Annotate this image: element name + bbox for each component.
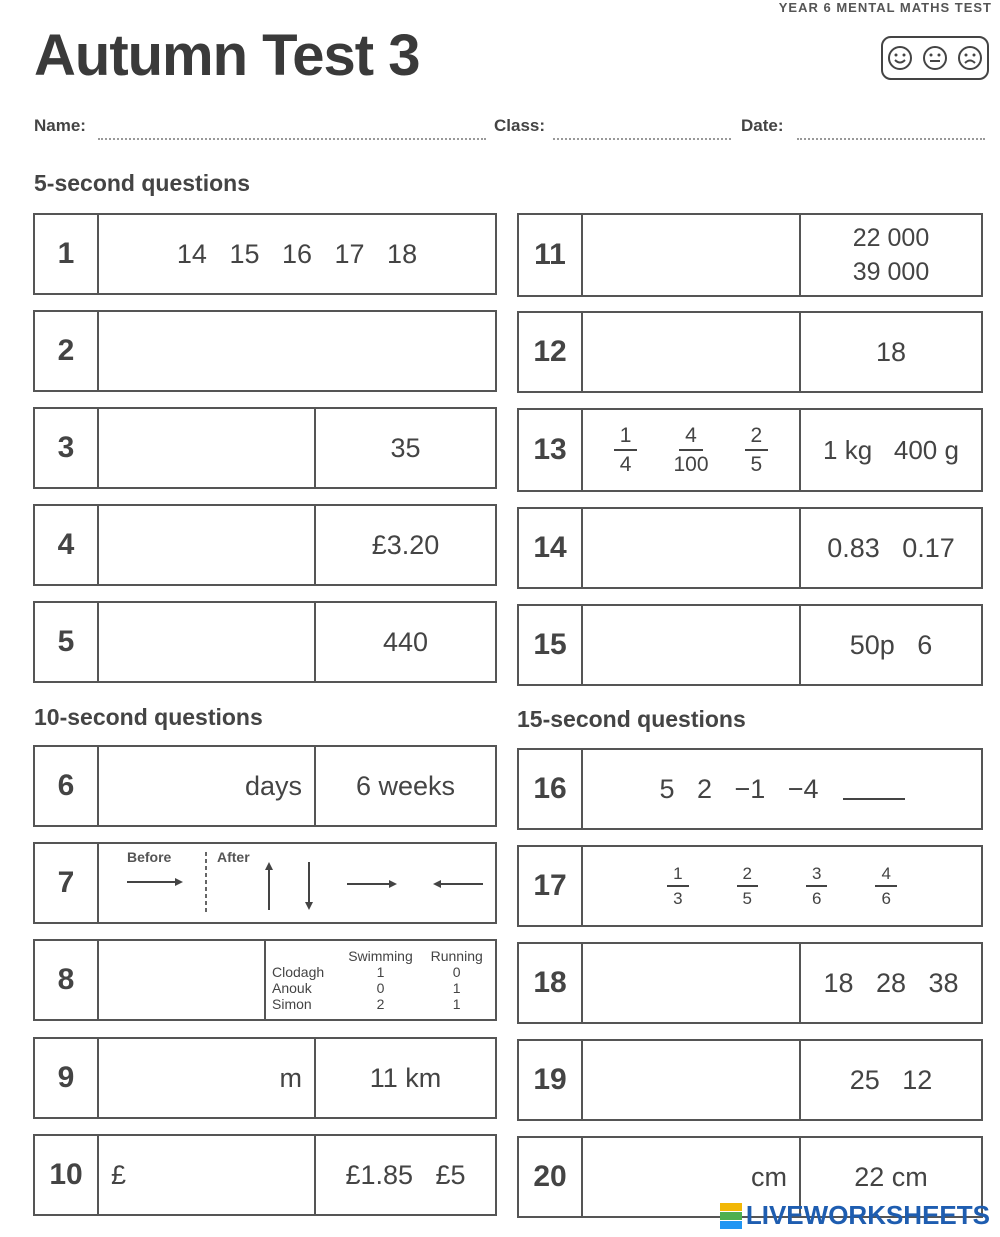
question-10-box <box>33 1134 497 1216</box>
question-3-box <box>33 407 497 489</box>
question-number: 15 <box>519 606 583 684</box>
sequence-values: 5 2 −1 −4 <box>659 773 819 804</box>
left-arrow-icon <box>433 880 483 888</box>
page-title: Autumn Test 3 <box>34 23 420 88</box>
date-label: Date: <box>741 116 784 135</box>
answer-area[interactable] <box>99 409 314 487</box>
question-number: 17 <box>519 847 583 925</box>
table-cell: 1 <box>376 964 385 980</box>
table-cell: Clodagh <box>272 964 325 980</box>
answer-area[interactable] <box>583 606 799 684</box>
before-label: Before <box>127 849 172 865</box>
question-4-box <box>33 504 497 586</box>
question-7-arrows <box>99 844 495 922</box>
table-cell: 1 <box>452 996 461 1012</box>
class-input-line[interactable] <box>553 138 731 140</box>
table-cell: 0 <box>452 964 461 980</box>
question-6-given: 6 weeks <box>314 747 495 825</box>
sad-face-icon <box>957 45 983 71</box>
answer-area[interactable] <box>583 944 799 1022</box>
happy-face-icon <box>887 45 913 71</box>
question-5-given: 440 <box>314 603 495 681</box>
section-title-5-second: 5-second questions <box>34 170 250 196</box>
question-20-given: 22 cm <box>799 1138 981 1216</box>
question-11-given <box>799 215 981 295</box>
fraction: $\frac{2}{5}$ <box>745 425 769 475</box>
question-9-unit[interactable]: m <box>279 1062 302 1093</box>
question-14-box <box>517 507 983 589</box>
answer-area[interactable] <box>583 313 799 391</box>
class-label: Class: <box>494 116 546 135</box>
liveworksheets-logo <box>720 1200 990 1231</box>
table-header-cell: Swimming <box>348 948 413 964</box>
question-number: 14 <box>519 509 583 587</box>
question-13-fractions <box>583 410 799 490</box>
question-15-box <box>517 604 983 686</box>
question-number: 1 <box>35 215 99 293</box>
question-17-fractions <box>583 847 981 925</box>
question-18-given: 18 28 38 <box>799 944 981 1022</box>
question-number: 7 <box>35 844 99 922</box>
question-8-box <box>33 939 497 1021</box>
question-10-unit[interactable]: £ <box>111 1159 127 1190</box>
answer-area[interactable] <box>583 1041 799 1119</box>
question-number: 18 <box>519 944 583 1022</box>
question-number: 16 <box>519 750 583 828</box>
section-title-10-second: 10-second questions <box>34 704 263 730</box>
question-5-box <box>33 601 497 683</box>
table-cell: 0 <box>376 980 385 996</box>
right-arrow-icon <box>347 880 397 888</box>
question-19-box <box>517 1039 983 1121</box>
question-number: 3 <box>35 409 99 487</box>
question-17-box <box>517 845 983 927</box>
test-series-label: YEAR 6 MENTAL MATHS TEST <box>778 0 992 15</box>
question-number: 20 <box>519 1138 583 1216</box>
question-number: 9 <box>35 1039 99 1117</box>
question-8-table <box>264 941 495 1019</box>
before-right-arrow-icon <box>127 878 183 886</box>
sports-table <box>270 948 491 1012</box>
answer-area[interactable] <box>583 509 799 587</box>
brand-name: LIVEWORKSHEETS <box>745 1200 990 1230</box>
answer-area[interactable] <box>99 603 314 681</box>
fraction: $\frac{4}{100}$ <box>673 424 709 476</box>
name-label: Name: <box>34 116 86 135</box>
liveworksheets-icon <box>720 1203 742 1229</box>
question-number: 6 <box>35 747 99 825</box>
table-row <box>270 980 491 996</box>
question-13-given: 1 kg 400 g <box>799 410 981 490</box>
question-14-given: 0.83 0.17 <box>799 509 981 587</box>
name-input-line[interactable] <box>98 138 486 140</box>
answer-area[interactable] <box>99 506 314 584</box>
fraction: $\frac{1}{4}$ <box>614 425 638 475</box>
answer-area[interactable] <box>99 312 495 390</box>
fraction: $\frac{2}{5}$ <box>737 865 758 907</box>
question-12-given: 18 <box>799 313 981 391</box>
question-6-unit[interactable]: days <box>244 770 302 801</box>
table-row <box>270 964 491 980</box>
table-cell: Anouk <box>272 980 312 996</box>
given-value-2: 39 000 <box>852 258 930 286</box>
fraction: $\frac{4}{6}$ <box>875 865 896 907</box>
table-header-cell: Running <box>430 948 483 964</box>
table-cell: Simon <box>272 996 312 1012</box>
question-20-unit[interactable]: cm <box>751 1161 787 1192</box>
up-arrow-icon <box>265 862 273 910</box>
table-cell: 2 <box>376 996 385 1012</box>
fraction: $\frac{1}{3}$ <box>667 865 688 907</box>
question-3-given: 35 <box>314 409 495 487</box>
question-number: 5 <box>35 603 99 681</box>
question-1-box <box>33 213 497 295</box>
question-number: 12 <box>519 313 583 391</box>
section-title-15-second: 15-second questions <box>517 706 746 732</box>
question-number: 19 <box>519 1041 583 1119</box>
sequence-blank[interactable] <box>843 778 905 800</box>
question-number: 2 <box>35 312 99 390</box>
self-assessment-faces <box>881 36 989 80</box>
date-input-line[interactable] <box>797 138 985 140</box>
question-9-given: 11 km <box>314 1039 495 1117</box>
question-2-box <box>33 310 497 392</box>
question-13-box <box>517 408 983 492</box>
fraction: $\frac{3}{6}$ <box>806 865 827 907</box>
down-arrow-icon <box>305 862 313 910</box>
question-number: 13 <box>519 410 583 490</box>
question-4-given: £3.20 <box>314 506 495 584</box>
given-value-1: 22 000 <box>852 224 930 252</box>
question-16-sequence <box>583 750 981 828</box>
question-12-box <box>517 311 983 393</box>
table-cell: 1 <box>452 980 461 996</box>
question-16-box <box>517 748 983 830</box>
question-9-box <box>33 1037 497 1119</box>
question-number: 4 <box>35 506 99 584</box>
arrows-diagram <box>99 844 497 922</box>
answer-area[interactable] <box>583 215 799 295</box>
question-15-given: 50p 6 <box>799 606 981 684</box>
answer-area[interactable] <box>99 941 264 1019</box>
question-7-box <box>33 842 497 924</box>
question-19-given: 25 12 <box>799 1041 981 1119</box>
question-18-box <box>517 942 983 1024</box>
question-number: 10 <box>35 1136 99 1214</box>
question-10-given: £1.85 £5 <box>314 1136 495 1214</box>
after-label: After <box>217 849 250 865</box>
table-row <box>270 996 491 1012</box>
table-header-cell <box>270 948 339 964</box>
table-header-row <box>270 948 491 964</box>
question-number: 8 <box>35 941 99 1019</box>
neutral-face-icon <box>922 45 948 71</box>
question-1-sequence: 14 15 16 17 18 <box>176 238 418 269</box>
question-6-box <box>33 745 497 827</box>
question-11-box <box>517 213 983 297</box>
question-number: 11 <box>519 215 583 295</box>
